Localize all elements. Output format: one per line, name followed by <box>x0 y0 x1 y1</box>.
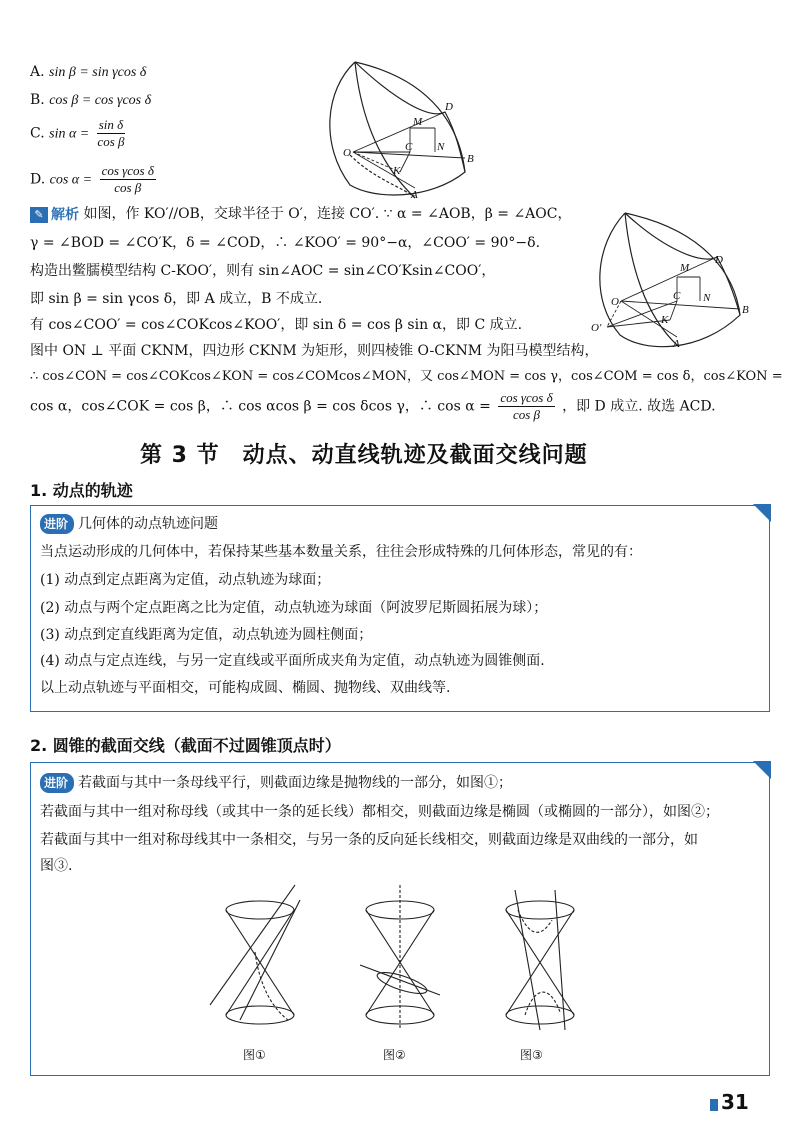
solution-line-1: ✎ 解析 如图，作 KO′//OB，交球半径于 O′，连接 CO′. ∵ α = ∠AOB，β = ∠AOC， <box>30 205 571 224</box>
advanced-badge: 进阶 <box>40 773 74 793</box>
part1-item: (1) 动点到定点距离为定值，动点轨迹为球面； <box>40 572 331 588</box>
svg-text:O′: O′ <box>591 322 602 334</box>
part2-line-1: 进阶 若截面与其中一条母线平行，则截面边缘是抛物线的一部分，如图①； <box>40 773 512 793</box>
part1-item: (3) 动点到定直线距离为定值，动点轨迹为圆柱侧面； <box>40 627 373 643</box>
option-c: C. sin α = $\frac{\text{sin δ}}{\text{cos β}}$ <box>30 117 125 149</box>
part1-intro: 当点运动形成的几何体中，若保持某些基本数量关系，往往会形成特殊的几何体形态，常见的有： <box>40 544 642 560</box>
part2-line-3: 若截面与其中一组对称母线其中一条相交，与另一条的反向延长线相交，则截面边缘是双曲线的一部分，如 <box>40 832 698 848</box>
solution-line-2: γ = ∠BOD = ∠CO′K，δ = ∠COD，∴ ∠KOO′ = 90°−α，∠COO′ = 90°−δ. <box>30 235 541 251</box>
svg-text:A: A <box>411 189 418 200</box>
figure-caption-2: 图② <box>383 1048 406 1062</box>
sphere-wedge-figure-2 <box>585 205 755 355</box>
svg-text:K: K <box>393 165 401 177</box>
section-title: 第 3 节 动点、动直线轨迹及截面交线问题 <box>140 443 588 468</box>
cone-hyperbola-figure <box>480 880 600 1040</box>
part1-heading: 1. 动点的轨迹 <box>30 481 133 500</box>
svg-text:B: B <box>467 153 474 165</box>
svg-text:D: D <box>445 101 453 113</box>
figure-caption-3: 图③ <box>520 1048 543 1062</box>
option-a: A. sin β = sin γcos δ <box>30 64 147 80</box>
part1-item: 以上动点轨迹与平面相交，可能构成圆、椭圆、抛物线、双曲线等. <box>40 680 451 696</box>
svg-text:A: A <box>673 338 680 350</box>
svg-text:C: C <box>673 290 681 302</box>
svg-text:M: M <box>680 262 690 274</box>
svg-text:N: N <box>437 141 445 153</box>
svg-text:M: M <box>413 116 423 128</box>
svg-text:N: N <box>703 292 711 304</box>
part2-line-4: 图③. <box>40 858 73 874</box>
solution-line-5: 有 cos∠COO′ = cos∠COKcos∠KOO′，即 sin δ = cos β sin α，即 C 成立. <box>30 317 523 333</box>
svg-text:D: D <box>715 254 723 266</box>
page-number: 31 <box>710 1090 749 1114</box>
svg-text:K: K <box>661 314 669 326</box>
advanced-badge: 进阶 <box>40 514 74 534</box>
part2-line-2: 若截面与其中一组对称母线（或其中一条的延长线）都相交，则截面边缘是椭圆（或椭圆的一部分），如图②； <box>40 804 719 820</box>
cone-parabola-figure <box>200 880 320 1040</box>
svg-text:C: C <box>405 141 413 153</box>
svg-text:B: B <box>742 304 749 316</box>
part1-item: (2) 动点与两个定点距离之比为定值，动点轨迹为球面（阿波罗尼斯圆拓展为球）； <box>40 600 548 616</box>
part2-heading: 2. 圆锥的截面交线（截面不过圆锥顶点时） <box>30 736 341 755</box>
solution-line-4: 即 sin β = sin γcos δ，即 A 成立，B 不成立. <box>30 291 323 307</box>
solution-line-8: cos α，cos∠COK = cos β，∴ cos αcos β = cos δcos γ，∴ cos α = $\frac{\text{cos γcos δ}}{\text{cos β}}$ ，即 D 成立. 故选 ACD. <box>30 390 716 422</box>
option-b: B. cos β = cos γcos δ <box>30 92 152 108</box>
part1-box-title: 进阶 几何体的动点轨迹问题 <box>40 514 218 534</box>
figure-caption-1: 图① <box>243 1048 266 1062</box>
sphere-wedge-figure-1 <box>315 50 475 200</box>
solution-line-6: 图中 ON ⊥ 平面 CKNM，四边形 CKNM 为矩形，则四棱锥 O-CKNM 为阳马模型结构， <box>30 343 599 359</box>
solution-line-7: ∴ cos∠CON = cos∠COKcos∠KON = cos∠COMcos∠MON，又 cos∠MON = cos γ，cos∠COM = cos δ，cos∠KON = <box>30 369 783 384</box>
option-d: D. cos α = $\frac{\text{cos γcos δ}}{\text{cos β}}$ <box>30 163 154 195</box>
part1-item: (4) 动点与定点连线，与另一定直线或平面所成夹角为定值，动点轨迹为圆锥侧面. <box>40 653 545 669</box>
solution-line-3: 构造出鳖臑模型结构 C-KOO′，则有 sin∠AOC = sin∠CO′Ksin∠COO′， <box>30 263 496 279</box>
svg-text:O: O <box>611 296 619 308</box>
svg-text:O: O <box>343 147 351 159</box>
analysis-icon: ✎ <box>30 207 48 223</box>
cone-ellipse-figure <box>340 880 460 1040</box>
